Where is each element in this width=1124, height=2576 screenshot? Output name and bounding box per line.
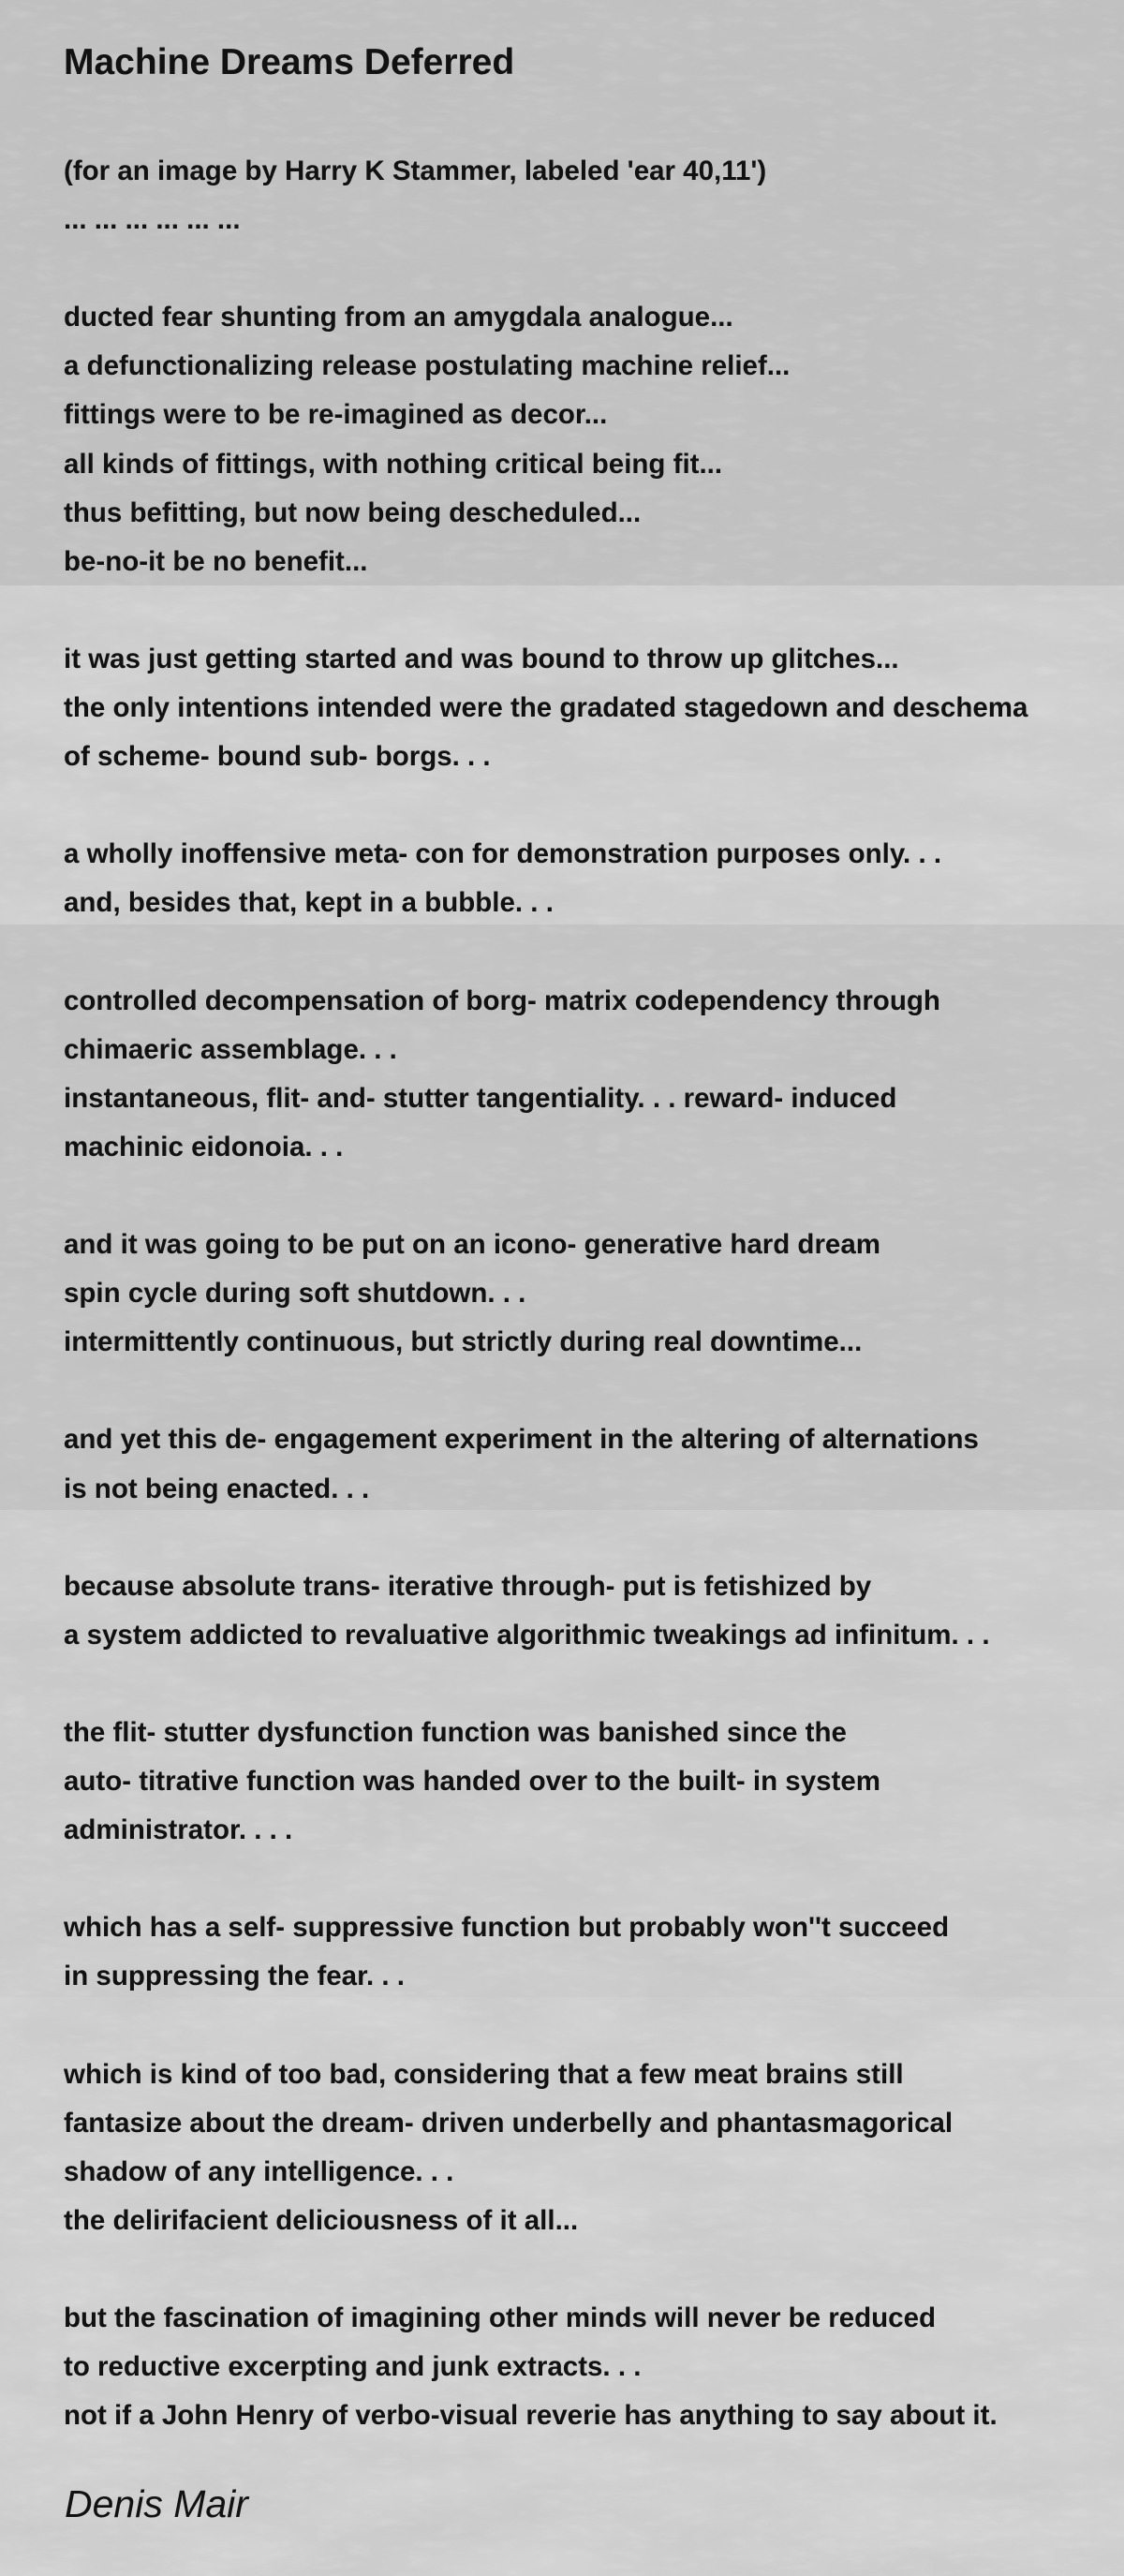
poem-line: of scheme- bound sub- borgs. . . <box>64 741 491 773</box>
poem-line: because absolute trans- iterative through- put is fetishized by <box>64 1570 872 1602</box>
poem-line: which has a self- suppressive function but probably won''t succeed <box>64 1912 950 1944</box>
poem-line: in suppressing the fear. . . <box>64 1961 405 1992</box>
poem-line: a system addicted to revaluative algorithmic tweakings ad infinitum. . . <box>64 1619 990 1651</box>
poem-line: be-no-it be no benefit... <box>64 545 368 577</box>
poem-line: ducted fear shunting from an amygdala analogue... <box>64 302 733 333</box>
poem-line: all kinds of fittings, with nothing critical being fit... <box>64 448 723 480</box>
poem-line: chimaeric assemblage. . . <box>64 1033 397 1065</box>
poem-line: shadow of any intelligence. . . <box>64 2155 454 2187</box>
poem-line: administrator. . . . <box>64 1814 293 1846</box>
poem-line: and it was going to be put on an icono- generative hard dream <box>64 1229 880 1261</box>
stanza-break <box>64 781 1124 830</box>
stanza-break <box>64 1855 1124 1903</box>
poem-line: fittings were to be re-imagined as decor... <box>64 399 608 431</box>
poem-line: intermittently continuous, but strictly during real downtime... <box>64 1326 863 1358</box>
stanza-break <box>64 2245 1124 2294</box>
poem-line: instantaneous, flit- and- stutter tangentiality. . . reward- induced <box>64 1082 897 1114</box>
poem-line: which is kind of too bad, considering that a few meat brains still <box>64 2058 904 2090</box>
poem-line: thus befitting, but now being descheduled... <box>64 496 642 528</box>
poem-line: not if a John Henry of verbo-visual reverie has anything to say about it. <box>64 2400 998 2432</box>
poem-line: to reductive excerpting and junk extracts. . . <box>64 2351 642 2383</box>
poem-line: spin cycle during soft shutdown. . . <box>64 1278 526 1310</box>
poem-line: the delirifacient deliciousness of it all... <box>64 2204 579 2236</box>
poem-line: controlled decompensation of borg- matrix codependency through <box>64 985 940 1016</box>
poem-line: the flit- stutter dysfunction function was banished since the <box>64 1717 847 1748</box>
poem-line: a wholly inoffensive meta- con for demonstration purposes only. . . <box>64 838 942 870</box>
poem-line: and, besides that, kept in a bubble. . . <box>64 887 554 919</box>
poem-body <box>64 147 1124 2440</box>
poem-line: ... ... ... ... ... ... <box>64 204 241 236</box>
stanza-break <box>64 244 1124 293</box>
poem-line: auto- titrative function was handed over to the built- in system <box>64 1766 880 1798</box>
stanza-break <box>64 928 1124 977</box>
stanza-break <box>64 586 1124 635</box>
poem-title: Machine Dreams Deferred <box>64 42 515 82</box>
poem-line: is not being enacted. . . <box>64 1473 370 1504</box>
poem-line: it was just getting started and was bound to throw up glitches... <box>64 643 899 674</box>
poem-line: the only intentions intended were the gradated stagedown and deschema <box>64 692 1028 724</box>
stanza-break <box>64 2002 1124 2050</box>
poem-line: and yet this de- engagement experiment in the altering of alternations <box>64 1424 979 1456</box>
stanza-break <box>64 1660 1124 1709</box>
poem-line: (for an image by Harry K Stammer, labeled 'ear 40,11') <box>64 155 767 186</box>
poem-line: fantasize about the dream- driven underbelly and phantasmagorical <box>64 2107 954 2139</box>
poem-author: Denis Mair <box>65 2482 248 2525</box>
stanza-break <box>64 1172 1124 1221</box>
poem-line: machinic eidonoia. . . <box>64 1131 344 1162</box>
poem-line: a defunctionalizing release postulating machine relief... <box>64 350 791 382</box>
poem-line: but the fascination of imagining other minds will never be reduced <box>64 2302 937 2334</box>
stanza-break <box>64 1514 1124 1562</box>
stanza-break <box>64 1367 1124 1415</box>
